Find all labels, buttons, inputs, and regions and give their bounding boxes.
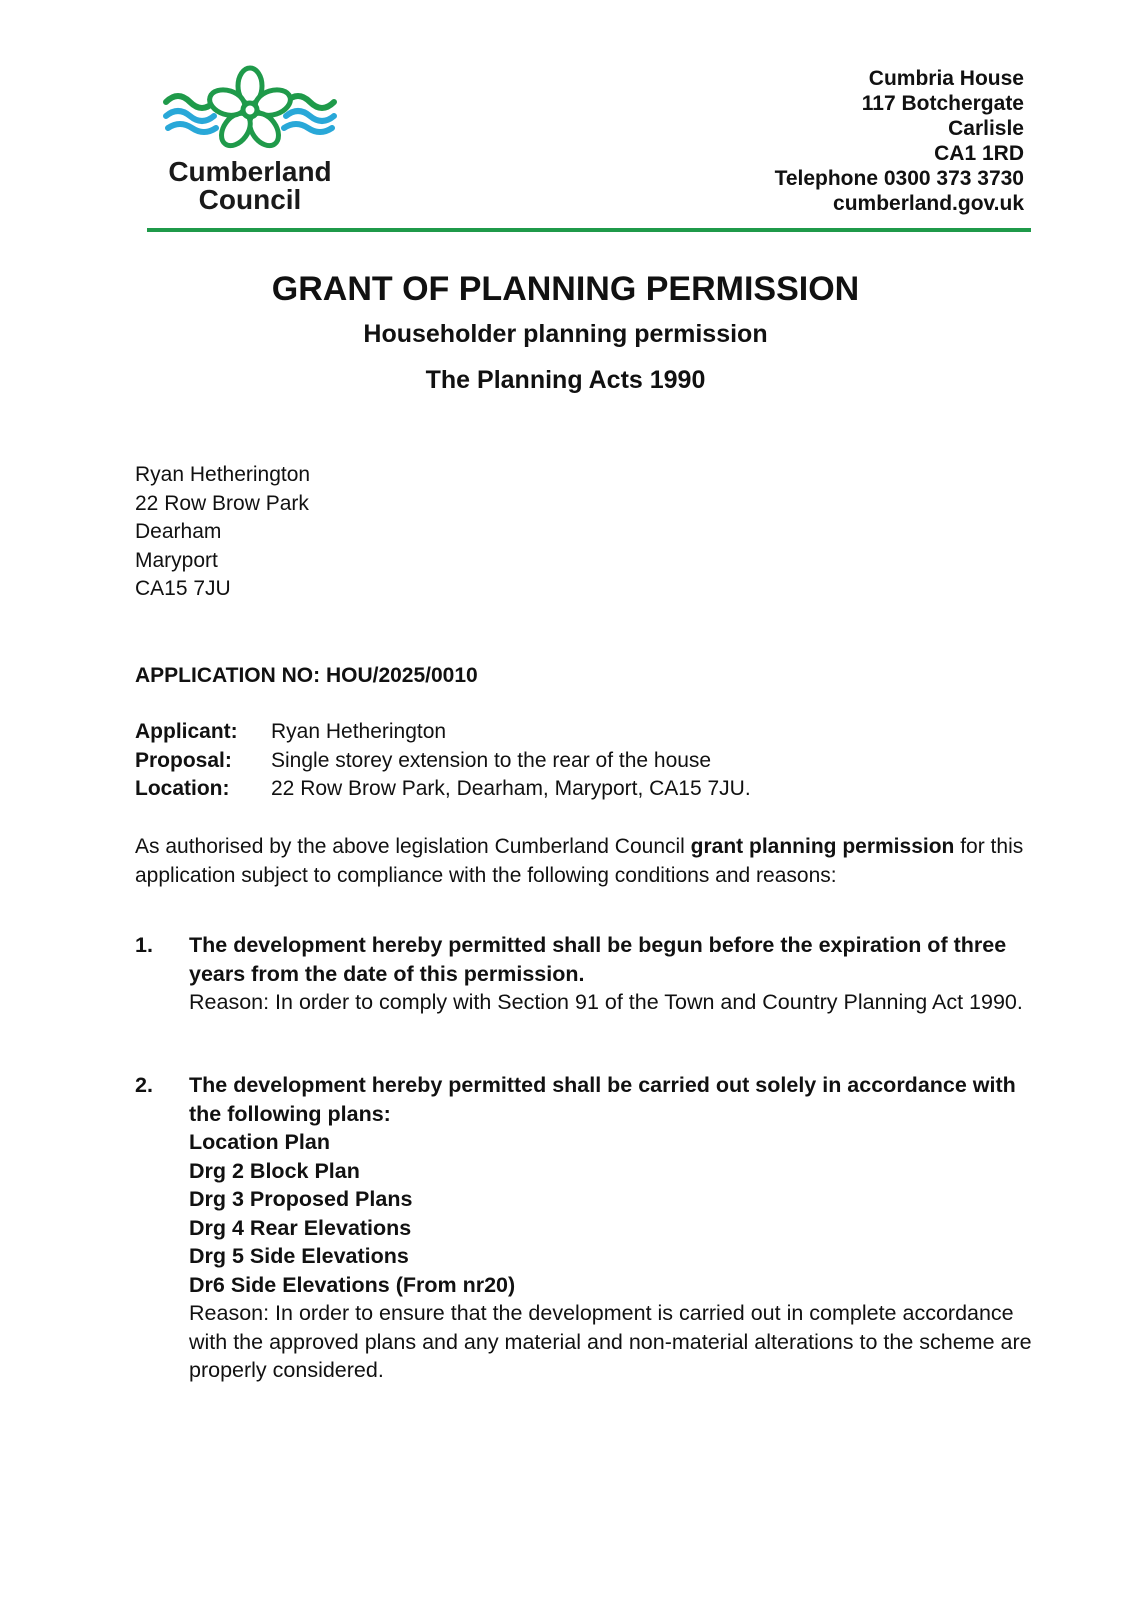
plan-item: Dr6 Side Elevations (From nr20) (189, 1272, 516, 1297)
address-street: 117 Botchergate (861, 92, 1024, 115)
page-subtitle: Householder planning permission (363, 320, 768, 348)
logo-line-2: Council (198, 184, 302, 215)
detail-label: Applicant: (135, 720, 238, 743)
header-divider (147, 228, 1031, 232)
detail-label: Proposal: (135, 748, 232, 772)
condition-number: 1. (135, 933, 153, 957)
recipient-line: Maryport (135, 548, 218, 572)
recipient-line: Ryan Hetherington (135, 463, 311, 486)
detail-row (135, 775, 751, 804)
plan-item: Drg 5 Side Elevations (189, 1244, 409, 1268)
condition-reason: Reason: In order to ensure that the development is carried out in complete accordance with the approved plans and any material and non-material alterations to the scheme are properly considered. (189, 1301, 1032, 1382)
address-postcode: CA1 1RD (934, 142, 1024, 165)
recipient-line: CA15 7JU (135, 577, 231, 600)
recipient-line: 22 Row Brow Park (135, 491, 309, 515)
council-logo (160, 64, 350, 214)
detail-value: Single storey extension to the rear of the house (271, 748, 712, 772)
condition-reason: Reason: In order to comply with Section 91 of the Town and Country Planning Act 1990. (189, 990, 1023, 1014)
condition-text: The development hereby permitted shall be begun before the expiration of three years from the date of this permission. (189, 933, 1007, 986)
address-city: Carlisle (948, 117, 1024, 140)
legislation-title: The Planning Acts 1990 (425, 366, 706, 394)
condition-2 (135, 1071, 1035, 1385)
address-telephone: Telephone 0300 373 3730 (774, 167, 1024, 190)
intro-text-bold: grant planning permission (690, 835, 955, 858)
council-address (775, 66, 1024, 216)
plan-item: Drg 2 Block Plan (189, 1158, 360, 1183)
condition-1 (135, 931, 1035, 1017)
address-building: Cumbria House (868, 67, 1024, 90)
plan-item: Drg 3 Proposed Plans (189, 1187, 413, 1211)
plan-item: Drg 4 Rear Elevations (189, 1215, 412, 1240)
address-website: cumberland.gov.uk (833, 192, 1024, 215)
intro-paragraph (135, 833, 1035, 890)
detail-row (135, 747, 751, 776)
detail-label: Location: (135, 777, 230, 800)
condition-number: 2. (135, 1073, 153, 1097)
detail-row (135, 718, 751, 747)
detail-value: 22 Row Brow Park, Dearham, Maryport, CA15 7JU. (271, 777, 751, 800)
intro-text-before: As authorised by the above legislation Cumberland Council (135, 835, 691, 858)
intro-text-after: for this application subject to compliance with the following conditions and reasons: (135, 835, 1024, 887)
condition-text: The development hereby permitted shall be carried out solely in accordance with the following plans: (189, 1073, 1016, 1126)
plan-item: Location Plan (189, 1130, 330, 1154)
application-number: APPLICATION NO: HOU/2025/0010 (135, 664, 478, 687)
flower-waves-icon (160, 64, 340, 156)
recipient-address (135, 461, 310, 604)
recipient-line: Dearham (135, 520, 222, 543)
detail-value: Ryan Hetherington (271, 720, 447, 743)
logo-line-1: Cumberland (168, 156, 332, 187)
page-title: GRANT OF PLANNING PERMISSION (271, 270, 860, 308)
application-details (135, 718, 751, 804)
